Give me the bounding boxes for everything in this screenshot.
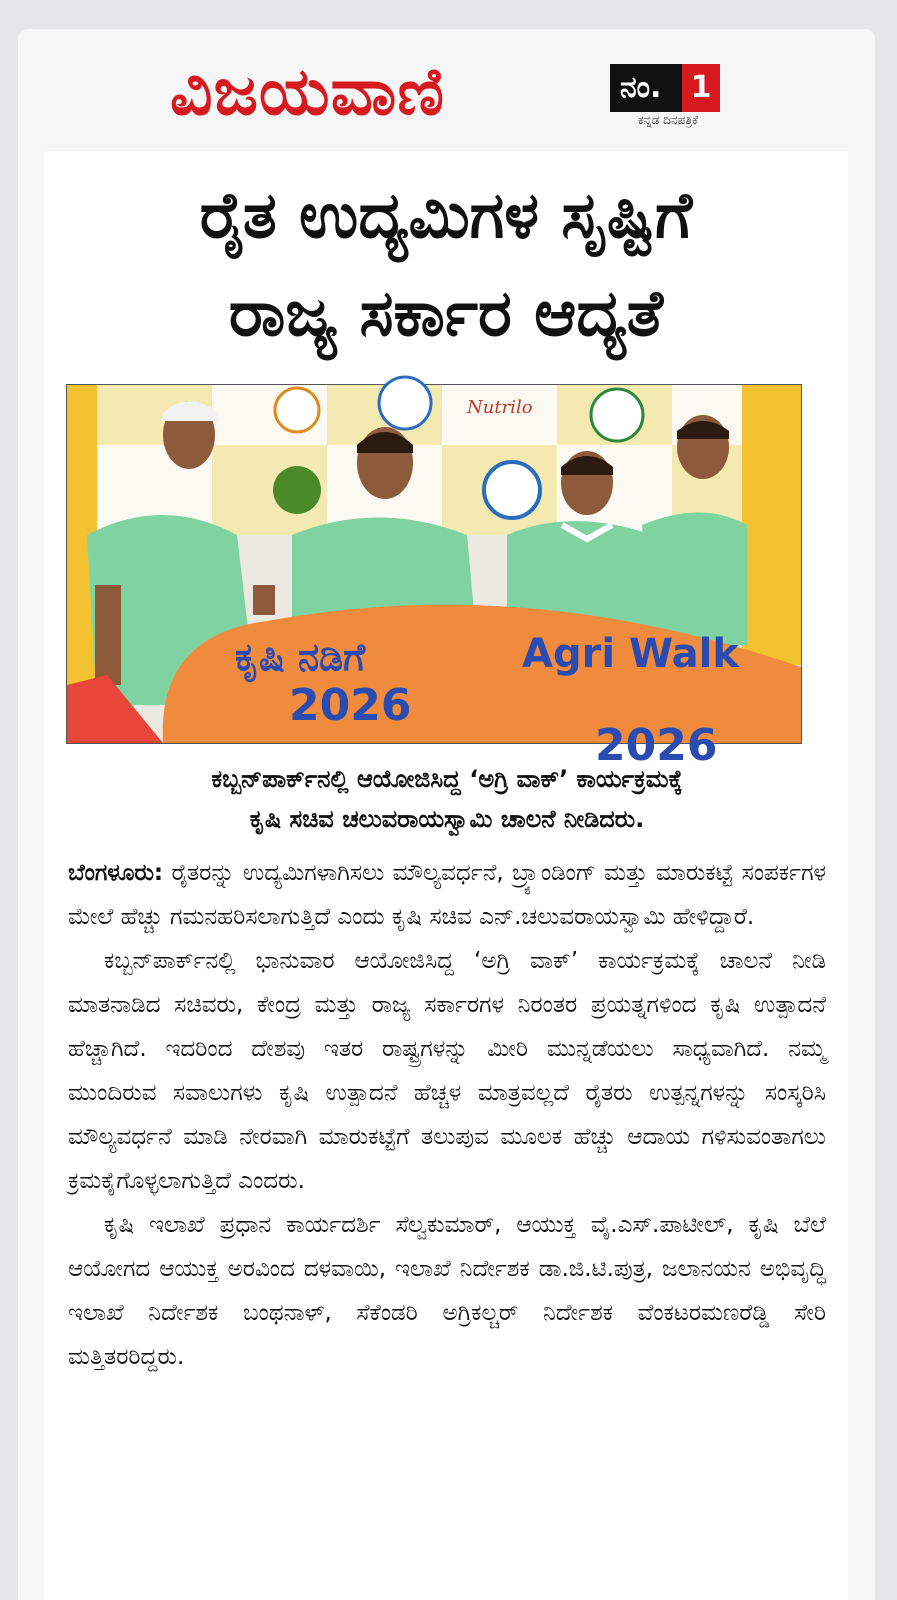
photo-caption (80, 759, 814, 839)
caption-line-1: ಕಬ್ಬನ್‌ಪಾರ್ಕ್‌ನಲ್ಲಿ ಆಯೋಜಿಸಿದ್ದ ‘ಅಗ್ರಿ ವಾಕ್’ ಕಾರ್ಯಕ್ರಮಕ್ಕೆ (211, 765, 683, 793)
banner-english-text: Agri Walk (522, 631, 739, 677)
masthead (18, 29, 875, 149)
number-one-badge (610, 64, 720, 112)
paragraph-1 (68, 851, 826, 939)
banner-kannada-text: ಕೃಷಿ ನಡಿಗೆ (235, 635, 366, 679)
headline (44, 167, 848, 363)
headline-line-2: ರಾಜ್ಯ ಸರ್ಕಾರ ಆದ್ಯತೆ (228, 277, 664, 351)
event-photo (66, 384, 802, 771)
banner-year: 2026 (289, 680, 412, 731)
caption-line-2: ಕೃಷಿ ಸಚಿವ ಚಲುವರಾಯಸ್ವಾಮಿ ಚಾಲನೆ ನೀಡಿದರು. (249, 805, 645, 833)
paragraph-3: ಕೃಷಿ ಇಲಾಖೆ ಪ್ರಧಾನ ಕಾರ್ಯದರ್ಶಿ ಸೆಲ್ವಕುಮಾರ್, ಆಯುಕ್ತ ವೈ.ಎಸ್.ಪಾಟೀಲ್, ಕೃಷಿ ಬೆಲೆ ಆಯೋಗದ ಆಯುಕ್ತ ಅರವಿಂದ ದಳವಾಯಿ, ಇಲಾಖೆ ನಿರ್ದೇಶಕ ಡಾ.ಜಿ.ಟಿ.ಪುತ್ರ, ಜಲಾನಯನ ಅಭಿವೃದ್ಧಿ ಇಲಾಖೆ ನಿರ್ದೇಶಕ ಬಂಥನಾಳ್, ಸೆಕೆಂಡರಿ ಅಗ್ರಿಕಲ್ಚರ್ ನಿರ್ದೇಶಕ ವೆಂಕಟರಮಣರೆಡ್ಡಿ ಸೇರಿ ಮತ್ತಿತರರಿದ್ದರು. (68, 1212, 826, 1370)
paragraph-2: ಕಬ್ಬನ್‌ಪಾರ್ಕ್‌ನಲ್ಲಿ ಭಾನುವಾರ ಆಯೋಜಿಸಿದ್ದ ‘ಅಗ್ರಿ ವಾಕ್’ ಕಾರ್ಯಕ್ರಮಕ್ಕೆ ಚಾಲನೆ ನೀಡಿ ಮಾತನಾಡಿದ ಸಚಿವರು, ಕೇಂದ್ರ ಮತ್ತು ರಾಜ್ಯ ಸರ್ಕಾರಗಳ ನಿರಂತರ ಪ್ರಯತ್ನಗಳಿಂದ ಕೃಷಿ ಉತ್ಪಾದನೆ ಹೆಚ್ಚಾಗಿದೆ. ಇದರಿಂದ ದೇಶವು ಇತರ ರಾಷ್ಟ್ರಗಳನ್ನು ಮೀರಿ ಮುನ್ನಡೆಯಲು ಸಾಧ್ಯವಾಗಿದೆ. ನಮ್ಮ ಮುಂದಿರುವ ಸವಾಲುಗಳು ಕೃಷಿ ಉತ್ಪಾದನೆ ಹೆಚ್ಚಳ ಮಾತ್ರವಲ್ಲದೆ ರೈತರು ಉತ್ಪನ್ನಗಳನ್ನು ಸಂಸ್ಕರಿಸಿ ಮೌಲ್ಯವರ್ಧನೆ ಮಾಡಿ ನೇರವಾಗಿ ಮಾರುಕಟ್ಟೆಗೆ ತಲುಪುವ ಮೂಲಕ ಹೆಚ್ಚು ಆದಾಯ ಗಳಿಸುವಂತಾಗಲು ಕ್ರಮಕೈಗೊಳ್ಳಲಾಗುತ್ತಿದೆ ಎಂದರು. (68, 948, 826, 1194)
headline-line-1: ರೈತ ಉದ್ಯಮಿಗಳ ಸೃಷ್ಟಿಗೆ (199, 179, 693, 253)
badge-text: ನಂ. (620, 70, 662, 105)
badge-subtitle: ಕನ್ನಡ ದಿನಪತ್ರಿಕೆ (637, 113, 698, 127)
banner-year-repeat: 2026 (595, 720, 718, 771)
paragraph-1-text: ರೈತರನ್ನು ಉದ್ಯಮಿಗಳಾಗಿಸಲು ಮೌಲ್ಯವರ್ಧನೆ, ಬ್ರ್ಯಾಂಡಿಂಗ್ ಮತ್ತು ಮಾರುಕಟ್ಟೆ ಸಂಪರ್ಕಗಳ ಮೇಲೆ ಹೆಚ್ಚು ಗಮನಹರಿಸಲಾಗುತ್ತಿದೆ ಎಂದು ಕೃಷಿ ಸಚಿವ ಎನ್.ಚಲುವರಾಯಸ್ವಾಮಿ ಹೇಳಿದ್ದಾರೆ. (68, 860, 826, 930)
dateline: ಬೆಂಗಳೂರು: (68, 860, 164, 886)
event-photo-illustration (67, 385, 801, 771)
newspaper-logo: ವಿಜಯವಾಣಿ (170, 52, 446, 130)
article (44, 151, 848, 1600)
badge-number: 1 (682, 64, 720, 112)
sponsor-logo: Nutrilo (467, 397, 533, 418)
article-body (68, 851, 826, 1379)
clipping-card (18, 29, 875, 1600)
